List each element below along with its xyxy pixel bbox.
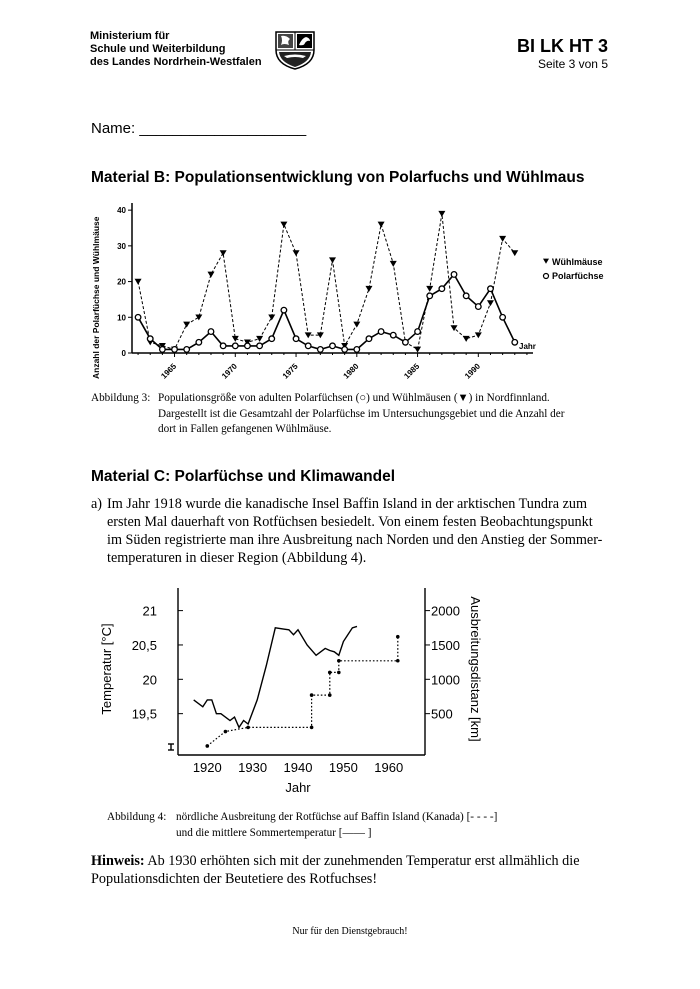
y-tick-label: 40 <box>117 206 126 216</box>
data-point-polarfuechse <box>427 293 433 299</box>
data-point-wuehlmaeuse <box>499 236 506 242</box>
y-tick-label: 10 <box>117 313 126 323</box>
data-point-spread <box>396 635 400 639</box>
data-point-wuehlmaeuse <box>329 257 336 263</box>
data-point-spread <box>337 671 341 675</box>
hint-text: Populationsdichten der Beutetiere des Rotfuchses! <box>91 871 378 887</box>
data-point-wuehlmaeuse <box>280 222 287 228</box>
data-point-polarfuechse <box>245 343 251 349</box>
ministry-name <box>90 30 262 69</box>
series-line-polarfuechse <box>138 274 515 349</box>
y-tick-label: 0 <box>121 349 126 358</box>
data-point-polarfuechse <box>147 336 153 342</box>
caption-line: Dargestellt ist die Gesamtzahl der Polarfüchse im Untersuchungsgebiet und die Anzahl der <box>158 407 565 420</box>
data-point-polarfuechse <box>390 332 396 338</box>
data-point-wuehlmaeuse <box>390 261 397 267</box>
data-point-polarfuechse <box>160 347 166 353</box>
x-tick-label: 1960 <box>374 760 404 775</box>
series-line-spread <box>207 637 397 746</box>
item-label: a) <box>91 496 103 512</box>
y-tick-label-left: 20,5 <box>131 637 157 653</box>
data-point-spread <box>328 693 332 697</box>
data-point-polarfuechse <box>269 336 275 342</box>
population-chart-plot <box>91 203 604 381</box>
paragraph-line: im Süden registrierte man ihre Ausbreitung nach Norden und den Anstieg der Sommer- <box>107 532 603 548</box>
data-point-polarfuechse <box>342 347 348 353</box>
ministry-line: Schule und Weiterbildung <box>90 43 226 55</box>
y-tick-label: 30 <box>117 241 126 251</box>
data-point-wuehlmaeuse <box>438 211 445 217</box>
y-tick-label-right: 500 <box>431 706 453 722</box>
y-tick-label-left: 21 <box>142 603 157 619</box>
y-axis-label-right: Ausbreitungsdistanz [km] <box>468 596 483 742</box>
data-point-spread <box>396 659 400 663</box>
data-point-polarfuechse <box>196 339 202 345</box>
data-point-wuehlmaeuse <box>463 336 470 342</box>
data-point-polarfuechse <box>232 343 238 349</box>
x-tick-label: 1975 <box>280 361 300 381</box>
population-chart <box>88 192 628 384</box>
temperature-spread-chart-plot <box>99 588 483 795</box>
y-tick-label-left: 19,5 <box>131 706 157 722</box>
data-point-spread <box>310 693 314 697</box>
material-c-paragraph <box>107 495 602 567</box>
caption-line: nördliche Ausbreitung der Rotfüchse auf Baffin Island (Kanada) [- - - -] <box>176 811 498 823</box>
legend-label-polarfuechse: Polarfüchse <box>552 271 604 281</box>
data-point-wuehlmaeuse <box>293 250 300 256</box>
data-point-wuehlmaeuse <box>511 250 518 256</box>
data-point-spread <box>328 671 332 675</box>
hint-label: Hinweis: <box>91 853 145 869</box>
footer-note: Nur für den Dienstgebrauch! <box>292 926 408 937</box>
data-point-polarfuechse <box>378 329 384 335</box>
x-tick-label: 1980 <box>341 361 361 381</box>
temperature-spread-chart <box>95 578 505 798</box>
data-point-wuehlmaeuse <box>183 322 190 328</box>
data-point-polarfuechse <box>415 329 421 335</box>
data-point-polarfuechse <box>488 286 494 292</box>
exam-code <box>517 36 608 71</box>
data-point-polarfuechse <box>184 347 190 353</box>
paragraph-line: temperaturen in dieser Region (Abbildung 4). <box>107 550 367 566</box>
crest-icon <box>270 30 320 70</box>
data-point-wuehlmaeuse <box>256 336 263 342</box>
data-point-wuehlmaeuse <box>414 347 421 353</box>
data-point-polarfuechse <box>257 343 263 349</box>
x-tick-label: 1920 <box>192 760 222 775</box>
name-field[interactable]: Name: ____________________ <box>91 120 307 137</box>
page-number: Seite 3 von 5 <box>537 57 608 71</box>
data-point-wuehlmaeuse <box>232 336 239 342</box>
data-point-wuehlmaeuse <box>475 332 482 338</box>
x-tick-label: 1990 <box>463 361 483 381</box>
data-point-polarfuechse <box>439 286 445 292</box>
data-point-wuehlmaeuse <box>378 222 385 228</box>
data-point-polarfuechse <box>463 293 469 299</box>
caption-line: Populationsgröße von adulten Polarfüchsen (○) und Wühlmäusen (▼) in Nordfinnland. <box>158 392 550 404</box>
data-point-wuehlmaeuse <box>305 332 312 338</box>
x-axis-label: Jahr <box>285 780 311 795</box>
data-point-wuehlmaeuse <box>135 279 142 285</box>
data-point-polarfuechse <box>293 336 299 342</box>
data-point-wuehlmaeuse <box>426 286 433 292</box>
data-point-polarfuechse <box>512 339 518 345</box>
data-point-polarfuechse <box>451 272 457 278</box>
y-tick-label: 20 <box>117 277 126 287</box>
ministry-line: Ministerium für <box>90 30 170 42</box>
data-point-wuehlmaeuse <box>195 314 202 320</box>
legend-label-wuehlmaeuse: Wühlmäuse <box>552 257 603 267</box>
exam-code-label: BI LK HT 3 <box>516 36 608 56</box>
data-point-polarfuechse <box>220 343 226 349</box>
caption-line: dort in Fallen gefangenen Wühlmäuse. <box>158 423 332 435</box>
data-point-polarfuechse <box>305 343 311 349</box>
legend-marker-polarfuechse <box>544 274 549 279</box>
data-point-polarfuechse <box>208 329 214 335</box>
data-point-spread <box>310 726 314 730</box>
data-point-spread <box>337 659 341 663</box>
x-axis-label: Jahr <box>519 342 536 351</box>
data-point-wuehlmaeuse <box>220 250 227 256</box>
figure-4-caption-label: Abbildung 4: <box>107 811 167 823</box>
y-tick-label-right: 1500 <box>431 637 460 653</box>
caption-line: und die mittlere Sommertemperatur [—— ] <box>176 826 372 839</box>
y-tick-label-right: 1000 <box>431 672 460 688</box>
y-axis-label: Anzahl der Polarfüchse und Wühlmäuse <box>91 216 101 379</box>
y-axis-label-left: Temperatur [°C] <box>99 623 114 715</box>
y-tick-label-right: 2000 <box>431 603 460 619</box>
figure-4-caption <box>176 810 497 841</box>
paragraph-line: ersten Mal dauerhaft von Rotfüchsen besiedelt. Von einem festen Beobachtungspunkt <box>107 514 593 530</box>
data-point-polarfuechse <box>476 304 482 310</box>
x-tick-label: 1965 <box>159 361 179 381</box>
figure-3-caption <box>158 391 564 438</box>
data-point-wuehlmaeuse <box>353 322 360 328</box>
data-point-polarfuechse <box>281 307 287 313</box>
x-tick-label: 1950 <box>328 760 358 775</box>
data-point-spread <box>224 730 228 734</box>
data-point-polarfuechse <box>172 347 178 353</box>
data-point-polarfuechse <box>366 336 372 342</box>
paragraph-line: Im Jahr 1918 wurde die kanadische Insel Baffin Island in der arktischen Tundra zum <box>107 496 588 512</box>
x-tick-label: 1940 <box>283 760 313 775</box>
data-point-spread <box>246 726 250 730</box>
x-tick-label: 1930 <box>238 760 268 775</box>
figure-3-caption-label: Abbildung 3: <box>91 392 151 404</box>
data-point-polarfuechse <box>135 314 141 320</box>
y-tick-label-left: 20 <box>142 672 157 688</box>
data-point-spread <box>205 744 209 748</box>
x-tick-label: 1985 <box>402 361 422 381</box>
data-point-polarfuechse <box>330 343 336 349</box>
data-point-wuehlmaeuse <box>365 286 372 292</box>
material-c-title: Material C: Polarfüchse und Klimawandel <box>91 468 396 485</box>
series-line-temperature <box>194 626 357 727</box>
hint <box>91 852 580 888</box>
ministry-line: des Landes Nordrhein-Westfalen <box>90 56 262 68</box>
hint-text: Ab 1930 erhöhten sich mit der zunehmenden Temperatur erst allmählich die <box>147 853 580 869</box>
data-point-polarfuechse <box>500 314 506 320</box>
x-tick-label: 1970 <box>220 361 239 381</box>
material-b-title: Material B: Populationsentwicklung von Polarfuchs und Wühlmaus <box>91 169 585 186</box>
data-point-polarfuechse <box>318 347 324 353</box>
legend-marker-wuehlmaeuse <box>543 259 549 264</box>
data-point-wuehlmaeuse <box>207 272 214 278</box>
data-point-wuehlmaeuse <box>268 314 275 320</box>
data-point-wuehlmaeuse <box>487 300 494 306</box>
data-point-polarfuechse <box>354 347 360 353</box>
data-point-polarfuechse <box>403 339 409 345</box>
